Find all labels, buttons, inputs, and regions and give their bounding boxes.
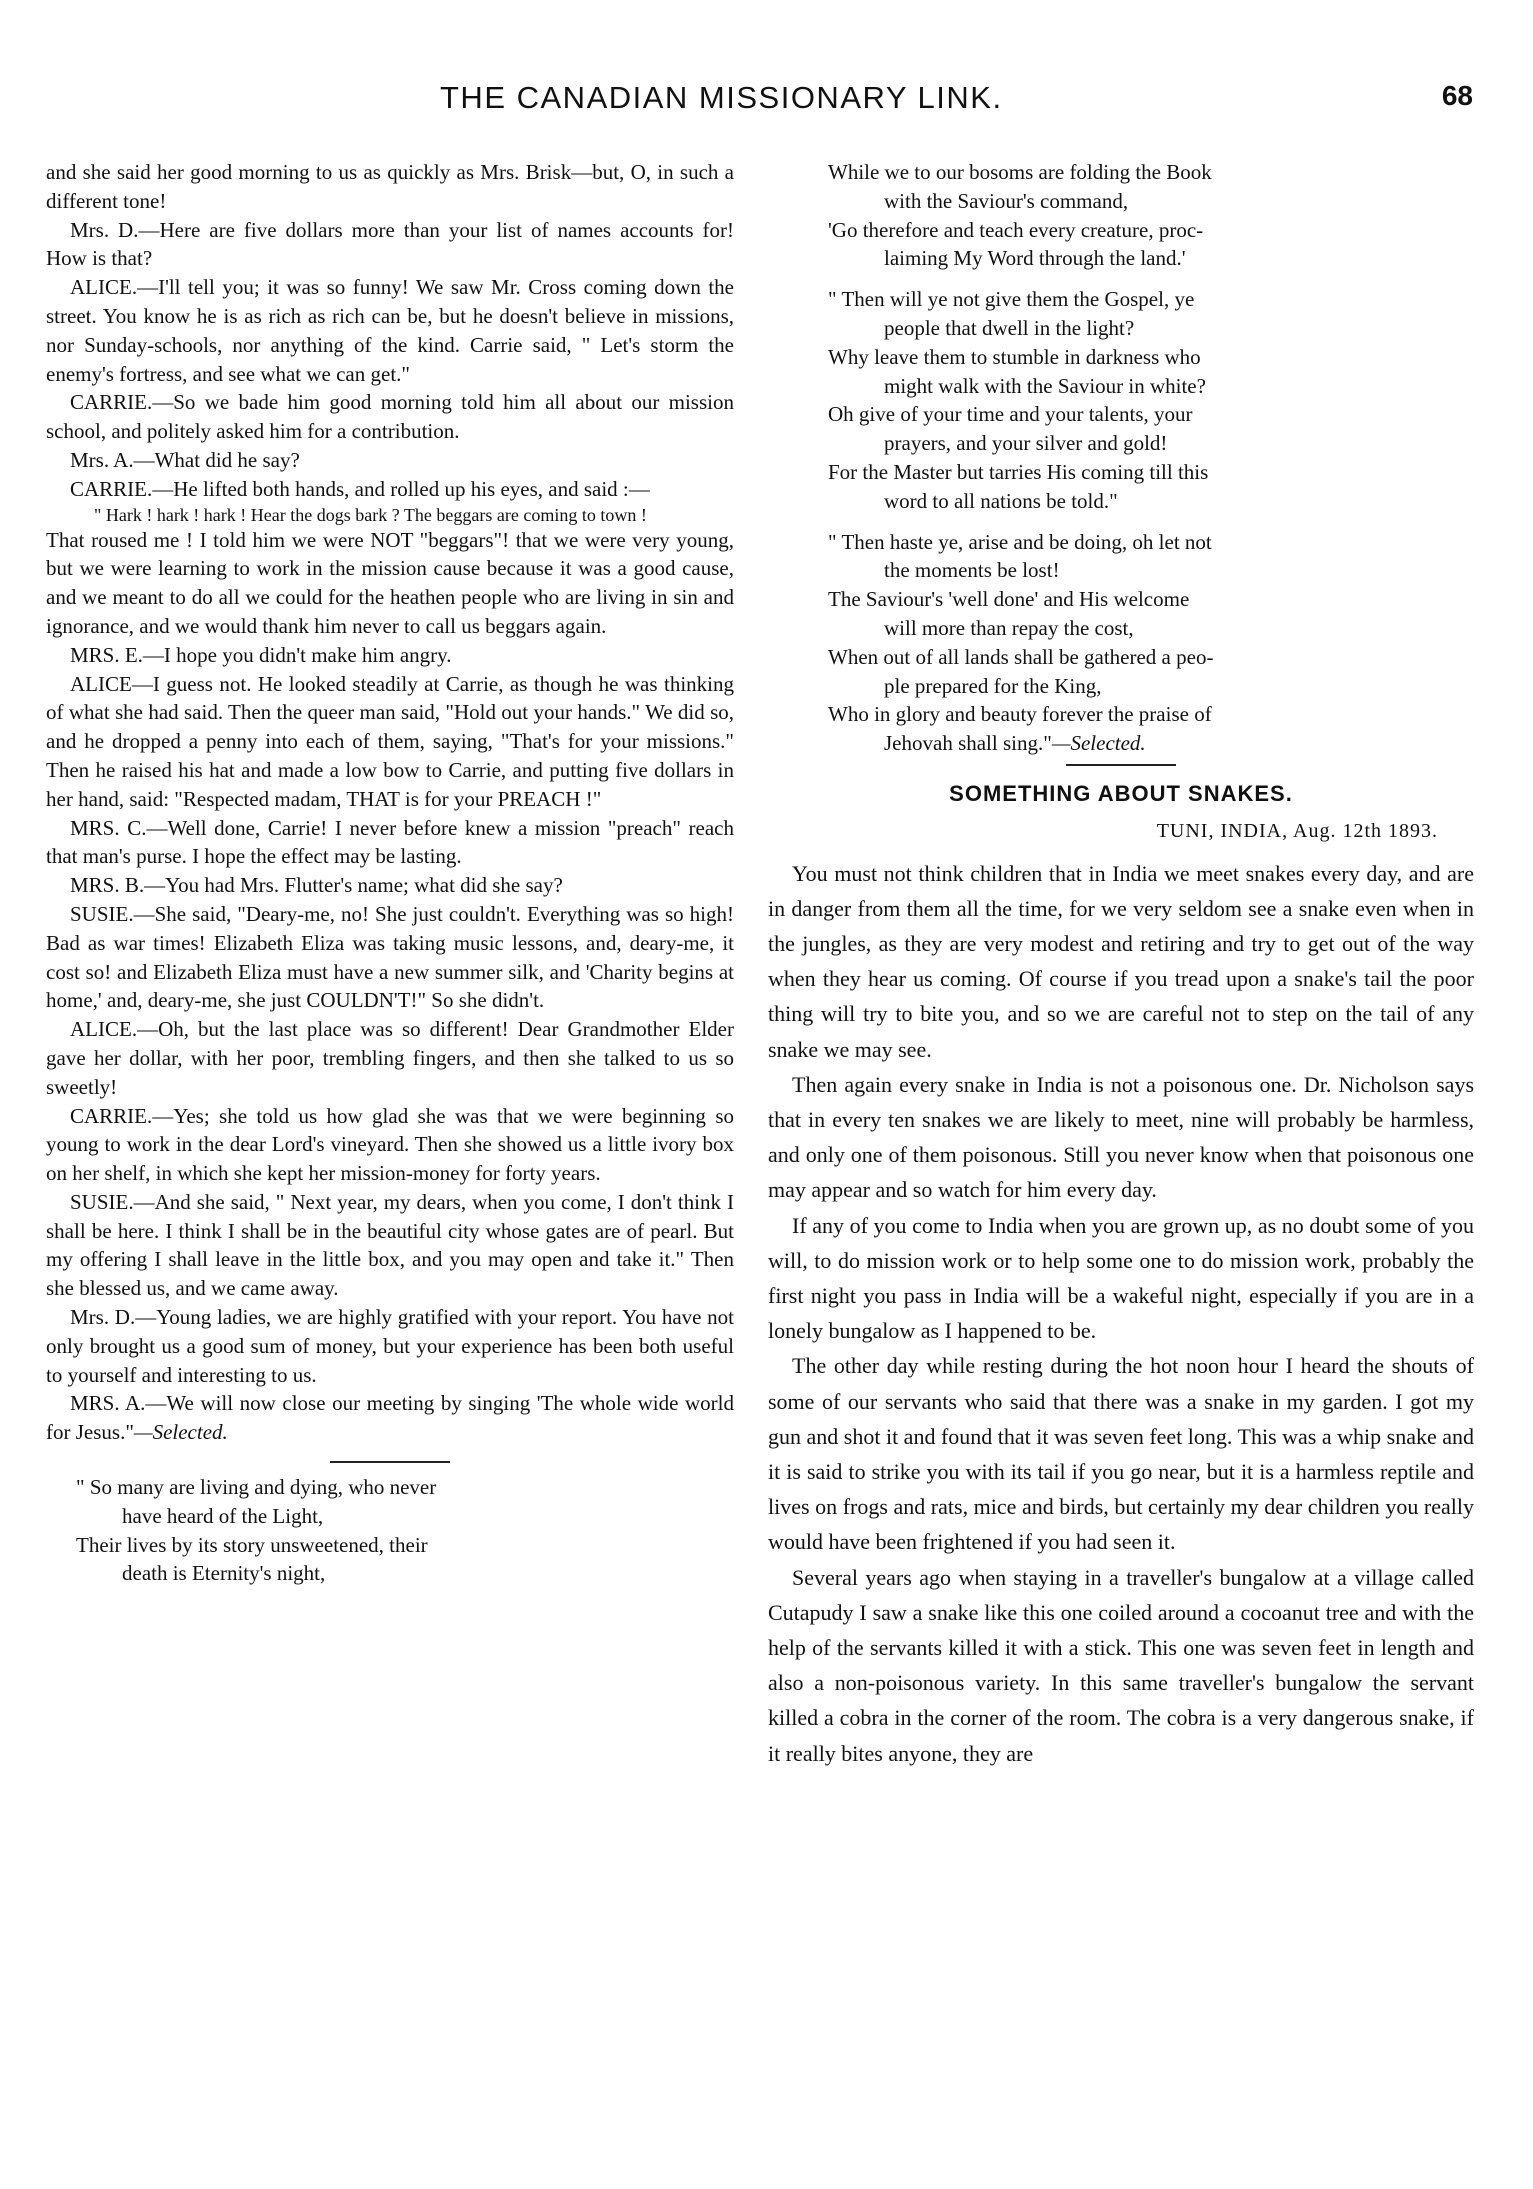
poem-stanza bbox=[768, 285, 1474, 515]
poem-line-text: Jehovah shall sing." bbox=[884, 731, 1052, 756]
paragraph: You must not think children that in India we meet snakes every day, and are in danger from them all the time, for we very seldom see a snake even when in the jungles, as they are very modest and retiring and try to get out of the way when they hear us coming. Of course if you tread upon a snake's tail the poor thing will try to bite you, and so we are careful not to step on the tail of any snake we may see. bbox=[768, 860, 1474, 1062]
paragraph: Mrs. A.—What did he say? bbox=[70, 447, 300, 472]
poem-line: Oh give of your time and your talents, your bbox=[828, 402, 1193, 427]
right-column bbox=[768, 158, 1474, 1771]
article-body bbox=[768, 856, 1474, 1771]
divider bbox=[330, 1461, 450, 1463]
poem-line: death is Eternity's night, bbox=[122, 1561, 326, 1586]
poem-stanza bbox=[768, 158, 1474, 273]
paragraph: Mrs. D.—Young ladies, we are highly gratified with your report. You have not only brought us a good sum of money, but your experience has been both useful to yourself and interesting to us. bbox=[46, 1305, 734, 1387]
paragraph: Several years ago when staying in a traveller's bungalow at a village called Cutapudy I saw a snake like this one coiled around a cocoanut tree and with the help of the servants killed it with a stick. This one was seven feet in length and also a non-poisonous variety. In this same traveller's bungalow the servant killed a cobra in the corner of the room. The cobra is a very dangerous snake, if it really bites anyone, they are bbox=[768, 1564, 1474, 1766]
poem-line: For the Master but tarries His coming till this bbox=[828, 459, 1209, 484]
selected-credit: —Selected. bbox=[133, 1420, 228, 1445]
poem-line: might walk with the Saviour in white? bbox=[884, 373, 1206, 398]
paragraph: SUSIE.—And she said, " Next year, my dears, when you come, I don't think I shall be here. I think I shall be in the beautiful city whose gates are of pearl. But my offering I shall leave in the little box, and you may open and take it." Then she blessed us, and we came away. bbox=[46, 1189, 734, 1301]
paragraph: CARRIE.—He lifted both hands, and rolled up his eyes, and said :— bbox=[70, 476, 650, 501]
paragraph: and she said her good morning to us as quickly as Mrs. Brisk—but, O, in such a different tone! bbox=[46, 160, 734, 213]
paragraph: MRS. C.—Well done, Carrie! I never before knew a mission "preach" reach that man's purse. I hope the effect may be lasting. bbox=[46, 815, 734, 869]
poem-line bbox=[808, 729, 1474, 758]
poem-line: will more than repay the cost, bbox=[884, 615, 1134, 640]
left-column bbox=[46, 158, 734, 1588]
closing-paragraph bbox=[46, 1389, 734, 1447]
section-title: SOMETHING ABOUT SNAKES. bbox=[949, 780, 1293, 806]
poem-line: " Then will ye not give them the Gospel, ye bbox=[828, 287, 1195, 312]
poem-line: Their lives by its story unsweetened, their bbox=[76, 1532, 428, 1557]
paragraph: Mrs. D.—Here are five dollars more than your list of names accounts for! How is that? bbox=[46, 217, 734, 271]
paragraph: SUSIE.—She said, "Deary-me, no! She just couldn't. Everything was so high! Bad as war times! Elizabeth Eliza was taking music lessons, and, deary-me, it cost so! and Elizabeth Eliza must have a new summer silk, and 'Charity begins at home,' and, deary-me, she just COULDN'T!" So she didn't. bbox=[46, 901, 734, 1013]
paragraph: CARRIE.—Yes; she told us how glad she was that we were beginning so young to work in the dear Lord's vineyard. Then she showed us a little ivory box on her shelf, in which she kept her mission-money for forty years. bbox=[46, 1103, 734, 1186]
dateline: TUNI, INDIA, Aug. 12th 1893. bbox=[1156, 819, 1438, 842]
poem-line: 'Go therefore and teach every creature, proc- bbox=[828, 217, 1204, 242]
paragraph: MRS. E.—I hope you didn't make him angry. bbox=[70, 642, 452, 667]
paragraph: CARRIE.—So we bade him good morning told him all about our mission school, and politely asked him for a contribution. bbox=[46, 390, 734, 444]
poem-line: The Saviour's 'well done' and His welcome bbox=[828, 587, 1190, 612]
poem-line: have heard of the Light, bbox=[122, 1503, 324, 1528]
closing-text: MRS. A.—We will now close our meeting by singing 'The whole wide world for Jesus." bbox=[46, 1391, 734, 1445]
poem-line: Why leave them to stumble in darkness who bbox=[828, 344, 1201, 369]
paragraph: That roused me ! I told him we were NOT "beggars"! that we were very young, but we were learning to work in the mission cause because it was a good cause, and we meant to do all we could for the heathen people who are living in sin and ignorance, and we would thank him never to call us beggars again. bbox=[46, 527, 734, 638]
poem-line: ple prepared for the King, bbox=[884, 673, 1102, 698]
paragraph: The other day while resting during the hot noon hour I heard the shouts of some of our servants who said that there was a snake in my garden. I got my gun and shot it and found that it was seven feet long. This was a whip snake and it is said to strike you with its tail if you go near, but it is a harmless reptile and lives on frogs and rats, mice and birds, but certainly my dear children you really would have been frightened if you had seen it. bbox=[768, 1353, 1474, 1555]
poem-line: " Then haste ye, arise and be doing, oh let not bbox=[828, 529, 1212, 554]
poem-line: Who in glory and beauty forever the praise of bbox=[828, 702, 1212, 727]
poem-stanza bbox=[768, 528, 1474, 758]
page-number: 68 bbox=[1441, 80, 1473, 111]
poem-start bbox=[46, 1473, 734, 1588]
poem-line: with the Saviour's command, bbox=[884, 188, 1129, 213]
poem-line: word to all nations be told." bbox=[884, 488, 1118, 513]
poem-line: laiming My Word through the land.' bbox=[884, 246, 1186, 271]
bark-quote: " Hark ! hark ! hark ! Hear the dogs bark ? The beggars are coming to town ! bbox=[94, 504, 647, 525]
page-title: THE CANADIAN MISSIONARY LINK. bbox=[440, 80, 1003, 115]
page-header bbox=[0, 80, 1533, 132]
paragraph: If any of you come to India when you are grown up, as no doubt some of you will, to do mission work or to help some one to do mission work, probably the first night you pass in India will be a wakeful night, especially if you are in a lonely bungalow as I happened to be. bbox=[768, 1212, 1474, 1344]
selected-credit: —Selected. bbox=[1051, 731, 1146, 756]
paragraph: ALICE—I guess not. He looked steadily at Carrie, as though he was thinking of what she had said. Then the queer man said, "Hold out your hands." We did so, and he dropped a penny into each of them, saying, "That's for your missions." Then he raised his hat and made a low bow to Carrie, and putting five dollars in her hand, said: "Respected madam, THAT is for your PREACH !" bbox=[46, 671, 734, 811]
paragraph: ALICE.—I'll tell you; it was so funny! We saw Mr. Cross coming down the street. You know he is as rich as rich can be, but he doesn't believe in missions, nor Sunday-schools, nor anything of the kind. Carrie said, " Let's storm the enemy's fortress, and see what we can get." bbox=[46, 275, 734, 386]
paragraph: MRS. B.—You had Mrs. Flutter's name; what did she say? bbox=[70, 873, 563, 898]
paragraph: ALICE.—Oh, but the last place was so different! Dear Grandmother Elder gave her dollar, with her poor, trembling fingers, and then she talked to us so sweetly! bbox=[46, 1017, 734, 1099]
poem-line: When out of all lands shall be gathered a peo- bbox=[828, 644, 1214, 669]
poem-line: While we to our bosoms are folding the Book bbox=[828, 160, 1212, 184]
paragraph: Then again every snake in India is not a poisonous one. Dr. Nicholson says that in every ten snakes we are likely to meet, nine will probably be harmless, and only one of them poisonous. Still you never know when that poisonous one may appear and so watch for him every day. bbox=[768, 1071, 1474, 1203]
poem-line: prayers, and your silver and gold! bbox=[884, 431, 1168, 456]
poem-line: people that dwell in the light? bbox=[884, 315, 1135, 340]
poem-line: " So many are living and dying, who never bbox=[76, 1475, 437, 1500]
divider bbox=[1066, 764, 1176, 766]
poem-line: the moments be lost! bbox=[884, 558, 1060, 583]
